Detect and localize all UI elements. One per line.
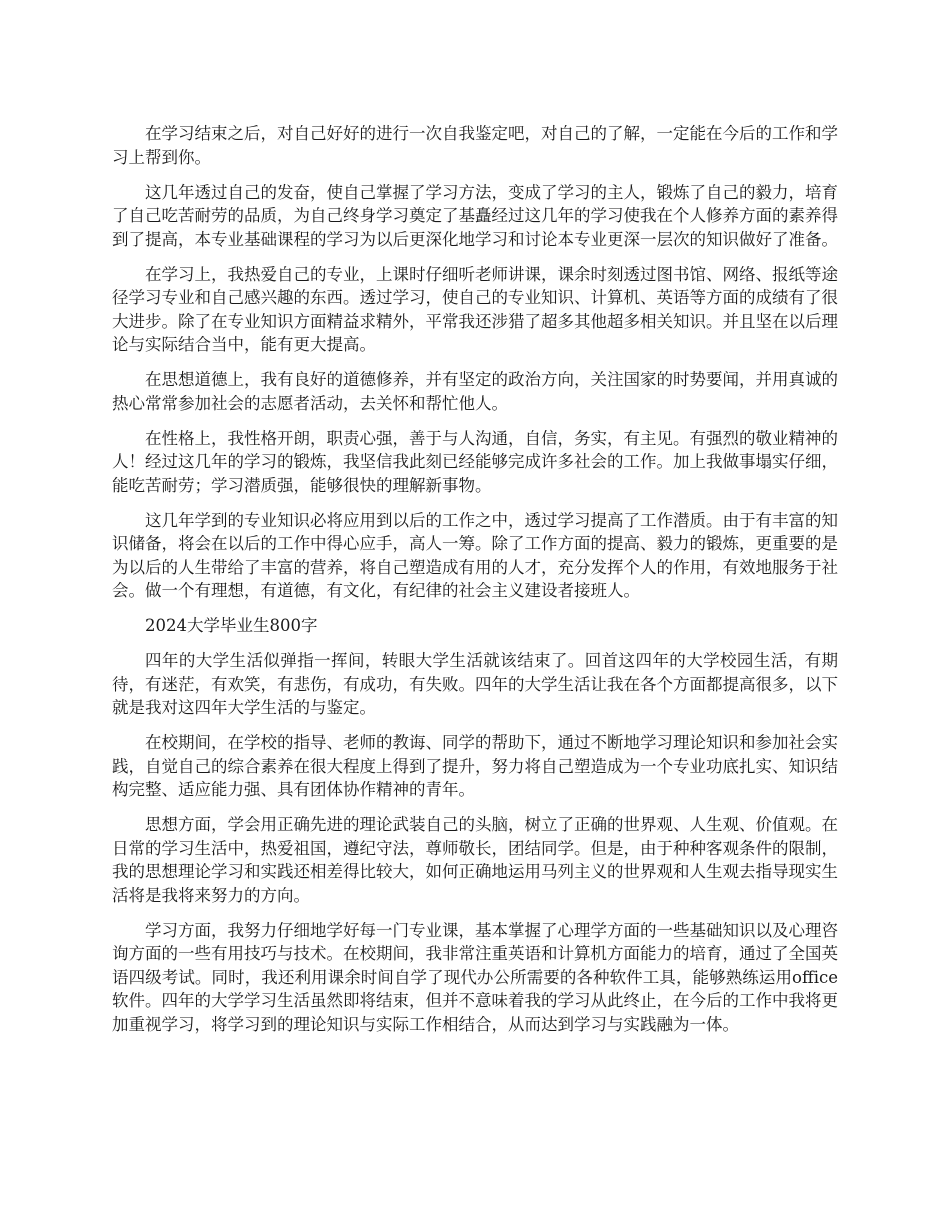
paragraph-study: 在学习上，我热爱自己的专业，上课时仔细听老师讲课，课余时刻透过图书馆、网络、报纸等途径学习专业和自己感兴趣的东西。透过学习，使自己的专业知识、计算机、英语等方面的成绩有了很大进步。除了在专业知识方面精益求精外，平常我还涉猎了超多其他超多相关知识。并且坚在以后理论与实际结合当中，能有更大提高。 [112,264,838,354]
document-body [112,122,838,1048]
paragraph-study-method: 这几年透过自己的发奋，使自己掌握了学习方法，变成了学习的主人，锻炼了自己的毅力，培育了自己吃苦耐劳的品质，为自己终身学习奠定了基矗经过这几年的学习使我在个人修养方面的素养得到了提高，本专业基础课程的学习为以后更深化地学习和讨论本专业更深一层次的知识做好了准备。 [112,182,838,249]
paragraph-personality: 在性格上，我性格开朗，职责心强，善于与人沟通，自信，务实，有主见。有强烈的敬业精神的人！经过这几年的学习的锻炼，我坚信我此刻已经能够完成许多社会的工作。加上我做事塌实仔细，能吃苦耐劳；学习潜质强，能够很快的理解新事物。 [112,428,838,495]
paragraph-school-period: 在校期间，在学校的指导、老师的教诲、同学的帮助下，通过不断地学习理论知识和参加社会实践，自觉自己的综合素养在很大程度上得到了提升，努力将自己塑造成为一个专业功底扎实、知识结构完整、适应能力强、具有团体协作精神的青年。 [112,733,838,799]
paragraph-thought: 思想方面，学会用正确先进的理论武装自己的头脑，树立了正确的世界观、人生观、价值观。在日常的学习生活中，热爱祖国，遵纪守法，尊师敬长，团结同学。但是，由于种种客观条件的限制，我的思想理论学习和实践还相差得比较大，如何正确地运用马列主义的世界观和人生观去指导现实生活将是我将来努力的方向。 [112,815,838,905]
paragraph-four-years: 四年的大学生活似弹指一挥间，转眼大学生活就该结束了。回首这四年的大学校园生活，有期待，有迷茫，有欢笑，有悲伤，有成功，有失败。四年的大学生活让我在各个方面都提高很多，以下就是我对这四年大学生活的与鉴定。 [112,651,838,717]
paragraph-intro: 在学习结束之后，对自己好好的进行一次自我鉴定吧，对自己的了解，一定能在今后的工作和学习上帮到你。 [112,124,838,167]
paragraph-learning: 学习方面，我努力仔细地学好每一门专业课，基本掌握了心理学方面的一些基础知识以及心理咨询方面的一些有用技巧与技术。在校期间，我非常注重英语和计算机方面能力的培育，通过了全国英语四级考试。同时，我还利用课余时间自学了现代办公所需要的各种软件工具，能够熟练运用office软件。四年的大学学习生活虽然即将结束，但并不意味着我的学习从此终止，在今后的工作中我将更加重视学习，将学习到的理论知识与实际工作相结合，从而达到学习与实践融为一体。 [112,920,838,1034]
paragraph-moral: 在思想道德上，我有良好的道德修养，并有坚定的政治方向，关注国家的时势要闻，并用真诚的热心常常参加社会的志愿者活动，去关怀和帮忙他人。 [112,370,838,413]
section-heading: 2024大学毕业生800字 [145,616,318,635]
paragraph-application: 这几年学到的专业知识必将应用到以后的工作之中，透过学习提高了工作潜质。由于有丰富的知识储备，将会在以后的工作中得心应手，高人一筹。除了工作方面的提高、毅力的锻炼，更重要的是为以后的人生带给了丰富的营养，将自己塑造成有用的人才，充分发挥个人的作用，有效地服务于社会。做一个有理想，有道德，有文化，有纪律的社会主义建设者接班人。 [112,510,838,600]
